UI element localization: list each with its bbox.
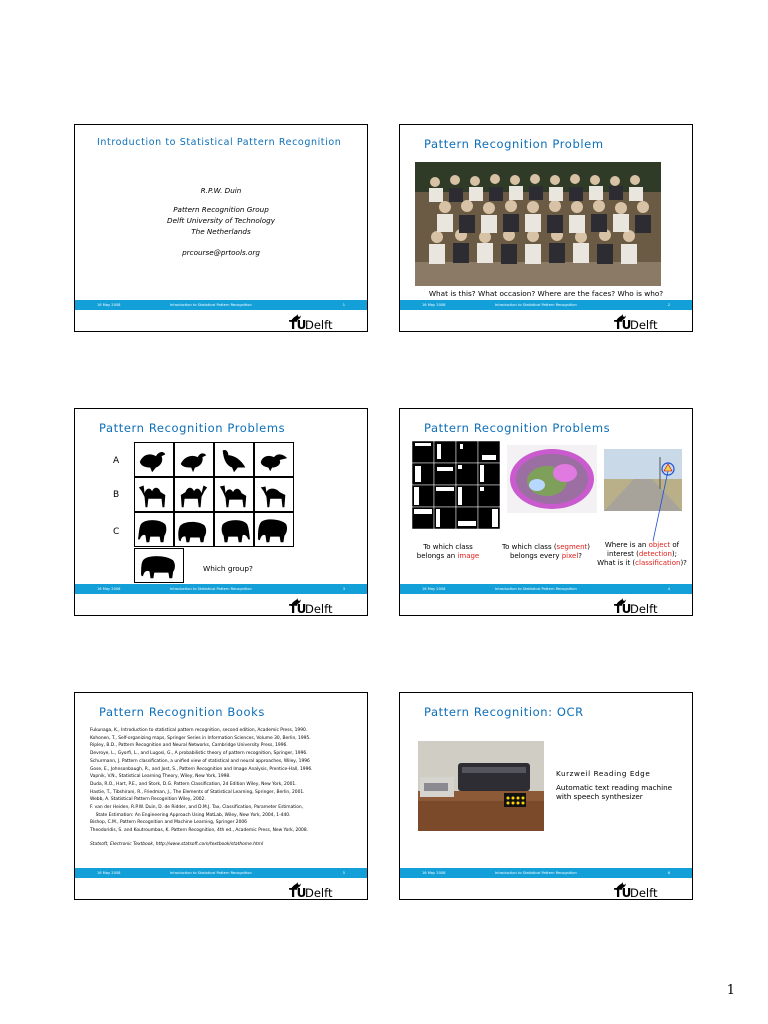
camel-image	[134, 477, 174, 512]
camel-image	[254, 477, 294, 512]
footer-bar	[400, 868, 692, 878]
segment-caption: To which class (segment) belongs every pixel?	[502, 543, 590, 560]
slide-5	[74, 692, 368, 900]
logo-delft: Delft	[305, 318, 333, 332]
footer-title: Introduction to Statistical Pattern Recognition	[170, 587, 252, 591]
slide-number: 2	[667, 303, 670, 307]
elephant-image	[254, 512, 294, 547]
footer-date: 16 May 2008	[422, 871, 446, 875]
slide-title: Pattern Recognition Problem	[424, 137, 604, 151]
author-block	[75, 185, 367, 258]
elephant-image	[134, 512, 174, 547]
row-label-b: B	[113, 490, 120, 500]
logo-tu: TU	[614, 886, 631, 900]
reference-item: Vapnik, V.N., Statistical Learning Theory, Wiley, New York, 1998.	[90, 774, 231, 780]
elephant-image	[174, 512, 214, 547]
bird-image	[214, 442, 254, 477]
contact-email: prcourse@prtools.org	[182, 248, 260, 257]
tudelft-logo	[614, 313, 670, 331]
row-label-a: A	[113, 456, 120, 466]
logo-delft: Delft	[630, 602, 658, 616]
pointer-line	[645, 469, 675, 544]
elephant-image	[214, 512, 254, 547]
detection-caption: Where is an object of interest (detection); What is it (classification)?	[597, 541, 687, 567]
machine-name: Kurzweil Reading Edge	[556, 769, 651, 778]
row-label-c: C	[113, 527, 120, 537]
logo-delft: Delft	[630, 318, 658, 332]
reference-item: Duda, R.O., Hart, P.E., and Stork, D.G. Pattern Classification, 2d Edition Wiley, New York, 2001.	[90, 781, 297, 787]
slide-number: 4	[667, 587, 670, 591]
slide-number: 3	[342, 587, 345, 591]
footer-title: Introduction to Statistical Pattern Recognition	[495, 871, 577, 875]
slide-title: Pattern Recognition Problems	[99, 421, 286, 435]
reference-item: Gose, E., Johnsonbaugh, R., and Jost, S., Pattern Recognition and Image Analysis, Prentice-Hall, 1996.	[90, 766, 313, 772]
page-number: 1	[726, 983, 735, 998]
statsoft-link[interactable]: Statsoft, Electronic Textbook, http://www.statsoft.com/textbook/stathome.html	[90, 841, 264, 847]
footer-title: Introduction to Statistical Pattern Recognition	[495, 303, 577, 307]
footer-title: Introduction to Statistical Pattern Recognition	[495, 587, 577, 591]
tudelft-logo	[289, 881, 345, 899]
footer-bar	[400, 300, 692, 310]
tudelft-logo	[614, 597, 670, 615]
brain-scan-image	[507, 445, 597, 513]
footer-title: Introduction to Statistical Pattern Recognition	[170, 303, 252, 307]
country-name: The Netherlands	[191, 227, 251, 236]
reference-item: Hastie, T., Tibshirani, R., Friedman, J., The Elements of Statistical Learning, Springer, Berlin, 2001.	[90, 789, 305, 795]
bird-image	[254, 442, 294, 477]
footer-bar	[75, 868, 367, 878]
slide-2	[399, 124, 693, 332]
logo-delft: Delft	[305, 602, 333, 616]
image-class-caption: To which class belongs an image	[416, 543, 480, 560]
tudelft-logo	[614, 881, 670, 899]
logo-delft: Delft	[305, 886, 333, 900]
logo-tu: TU	[289, 318, 306, 332]
footer-date: 16 May 2008	[97, 303, 121, 307]
reference-item: Ripley, B.D., Pattern Recognition and Neural Networks, Cambridge University Press, 1996.	[90, 743, 288, 749]
slide-3	[74, 408, 368, 616]
reference-item: State Estimation: An Engineering Approach Using MatLab, Wiley, New York, 2004, 1-440.	[90, 812, 291, 818]
footer-bar	[75, 584, 367, 594]
slide-title: Pattern Recognition: OCR	[424, 705, 584, 719]
bird-image	[134, 442, 174, 477]
slide-number: 1	[342, 303, 345, 307]
logo-tu: TU	[289, 602, 306, 616]
reference-item: Devroye, L., Gyorfi, L., and Lugosi, G., A probabilistic theory of pattern recognition, Springer, 1996.	[90, 751, 308, 757]
group-name: Pattern Recognition Group	[173, 205, 269, 214]
reference-item: Bishop, C.M., Pattern Recognition and Machine Learning, Springer 2006	[90, 820, 247, 826]
footer-date: 16 May 2008	[97, 587, 121, 591]
logo-delft: Delft	[630, 886, 658, 900]
footer-date: 16 May 2008	[422, 587, 446, 591]
slide-6	[399, 692, 693, 900]
university-name: Delft University of Technology	[167, 216, 275, 225]
footer-bar	[75, 300, 367, 310]
which-group-question: Which group?	[203, 564, 253, 573]
group-photo	[415, 162, 661, 286]
reference-item: Kohonen, T., Self-organizing maps, Springer Series in Information Sciences, Volume 30, Berlin, 1995.	[90, 735, 311, 741]
slide-number: 5	[342, 871, 345, 875]
slide-title: Introduction to Statistical Pattern Recognition	[97, 137, 342, 148]
footer-title: Introduction to Statistical Pattern Recognition	[170, 871, 252, 875]
camel-image	[174, 477, 214, 512]
machine-description: Automatic text reading machine with speech synthesizer	[556, 783, 673, 801]
tudelft-logo	[289, 597, 345, 615]
slide-title: Pattern Recognition Problems	[424, 421, 611, 435]
author-name: R.P.W. Duin	[200, 186, 242, 195]
footer-bar	[400, 584, 692, 594]
footer-date: 16 May 2008	[97, 871, 121, 875]
reference-item: Theodoridis, S. and Koutroumbas, K. Pattern Recognition, 4th ed., Academic Press, New York, 2008.	[90, 828, 309, 834]
slide-1	[74, 124, 368, 332]
reading-machine-photo	[418, 741, 544, 831]
reference-item: F. van der Heiden, R.P.W. Duin, D. de Ridder, and D.M.J. Tax, Classification, Parameter Estimation,	[90, 805, 304, 811]
photo-caption: What is this? What occasion? Where are the faces? Who is who?	[428, 289, 664, 298]
slide-number: 6	[667, 871, 670, 875]
tudelft-logo	[289, 313, 345, 331]
footer-date: 16 May 2008	[422, 303, 446, 307]
shape-silhouettes	[412, 441, 502, 531]
reference-item: Schurmann, J. Pattern classification, a unified view of statistical and neural approaches, Wiley, 1996	[90, 758, 310, 764]
logo-tu: TU	[289, 886, 306, 900]
bird-image	[174, 442, 214, 477]
reference-list	[90, 727, 358, 849]
slide-4	[399, 408, 693, 616]
reference-item: Fukunaga, K., Introduction to statistical pattern recognition, second edition, Academic Press, 1990.	[90, 728, 308, 733]
query-elephant-image	[134, 548, 184, 583]
logo-tu: TU	[614, 318, 631, 332]
camel-image	[214, 477, 254, 512]
reference-item: Webb, A. Statistical Pattern Recognition Wiley, 2002.	[90, 797, 206, 803]
slide-title: Pattern Recognition Books	[99, 705, 266, 719]
logo-tu: TU	[614, 602, 631, 616]
